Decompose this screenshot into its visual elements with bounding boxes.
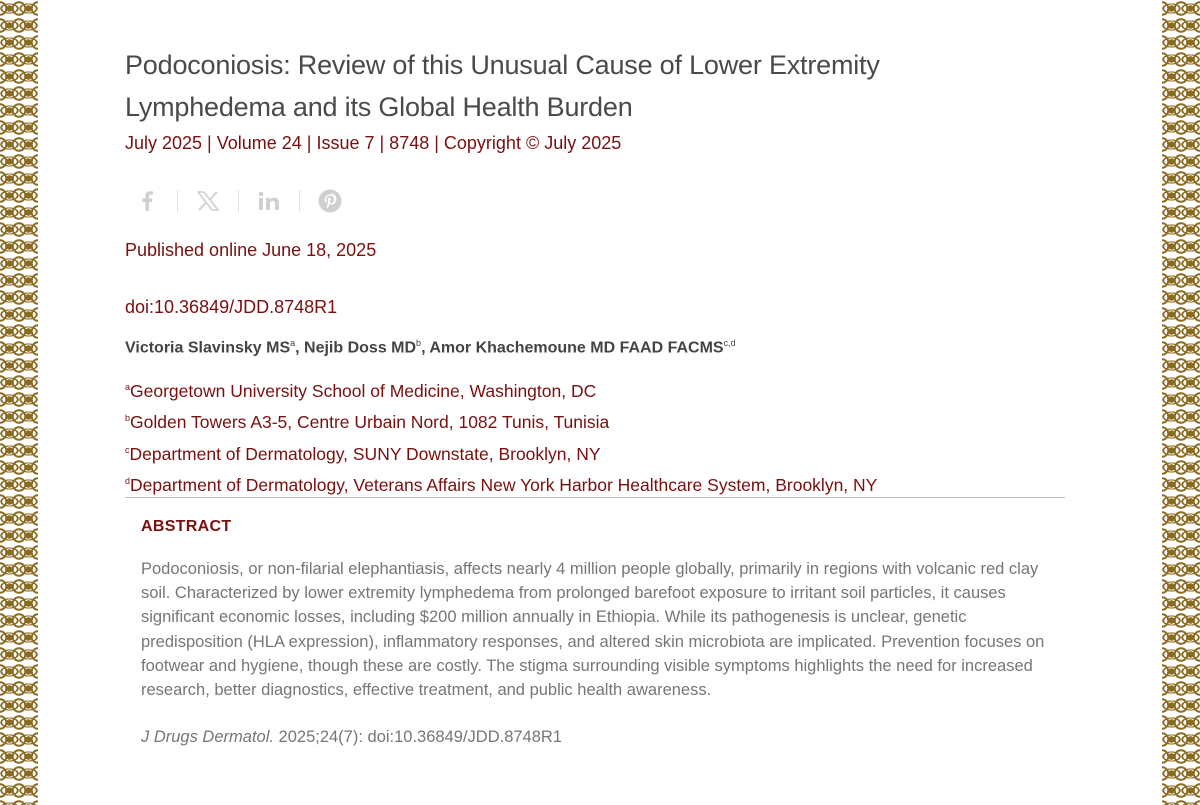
author-superscript: a	[290, 338, 296, 348]
abstract-heading: ABSTRACT	[141, 518, 232, 535]
x-icon[interactable]	[186, 186, 230, 216]
affiliation-text: Department of Dermatology, SUNY Downstate, Brooklyn, NY	[129, 443, 601, 464]
decorative-border-left	[0, 0, 38, 805]
affiliation-text: Georgetown University School of Medicine, Washington, DC	[130, 380, 597, 401]
share-divider	[238, 190, 239, 212]
share-bar	[125, 185, 352, 217]
author-name: Amor Khachemoune MD FAAD FACMS	[429, 339, 724, 357]
citation-journal: J Drugs Dermatol.	[141, 728, 274, 746]
article-title: Podoconiosis: Review of this Unusual Cause of Lower Extremity Lymphedema and its Global Health Burden	[125, 50, 880, 122]
author-name: Victoria Slavinsky MS	[125, 339, 291, 357]
affiliation-superscript: a	[125, 382, 131, 392]
affiliation-superscript: b	[125, 413, 131, 424]
abstract-text: Podoconiosis, or non-filarial elephantiasis, affects nearly 4 million people globally, primarily in regions with volcanic red clay soil. Characterized by lower extremity lymphedema from prolonged barefoot exposure to irritant soil particles, it causes significant economic losses, including $200 million annually in Ethiopia. While its pathogenesis is unclear, genetic predisposition (HLA expression), inflammatory responses, and altered skin microbiota are implicated. Prevention focuses on footwear and hygiene, though these are costly. The stigma surrounding visible symptoms highlights the need for increased research, better diagnostics, effective treatment, and public health awareness.	[141, 560, 1045, 700]
citation-details: 2025;24(7): doi:10.36849/JDD.8748R1	[273, 728, 562, 746]
share-divider	[177, 190, 178, 212]
published-date: Published online June 18, 2025	[125, 240, 377, 260]
facebook-icon[interactable]	[125, 186, 169, 216]
affiliation-superscript: d	[125, 475, 131, 486]
issue-meta: July 2025 | Volume 24 | Issue 7 | 8748 | Copyright © July 2025	[125, 133, 622, 153]
affiliation-superscript: c	[125, 444, 130, 455]
affiliation-item	[125, 405, 877, 436]
author-separator: ,	[295, 339, 305, 357]
doi-link[interactable]: doi:10.36849/JDD.8748R1	[125, 297, 338, 317]
linkedin-icon[interactable]	[247, 186, 291, 216]
author-separator: ,	[421, 339, 430, 357]
author-superscript: b	[416, 338, 422, 348]
section-divider	[125, 497, 1065, 498]
citation	[141, 728, 562, 747]
affiliation-item	[125, 468, 877, 499]
affiliation-item	[125, 374, 877, 405]
affiliation-item	[125, 437, 877, 468]
author-list	[125, 338, 736, 357]
share-divider	[299, 190, 300, 212]
affiliation-list	[125, 374, 877, 499]
affiliation-text: Golden Towers A3-5, Centre Urbain Nord, 1082 Tunis, Tunisia	[130, 412, 610, 433]
author-superscript: c,d	[723, 338, 736, 348]
decorative-border-right	[1162, 0, 1200, 805]
author-name: Nejib Doss MD	[304, 339, 417, 357]
pinterest-icon[interactable]	[308, 186, 352, 216]
affiliation-text: Department of Dermatology, Veterans Affairs New York Harbor Healthcare System, Brooklyn, NY	[130, 474, 878, 495]
